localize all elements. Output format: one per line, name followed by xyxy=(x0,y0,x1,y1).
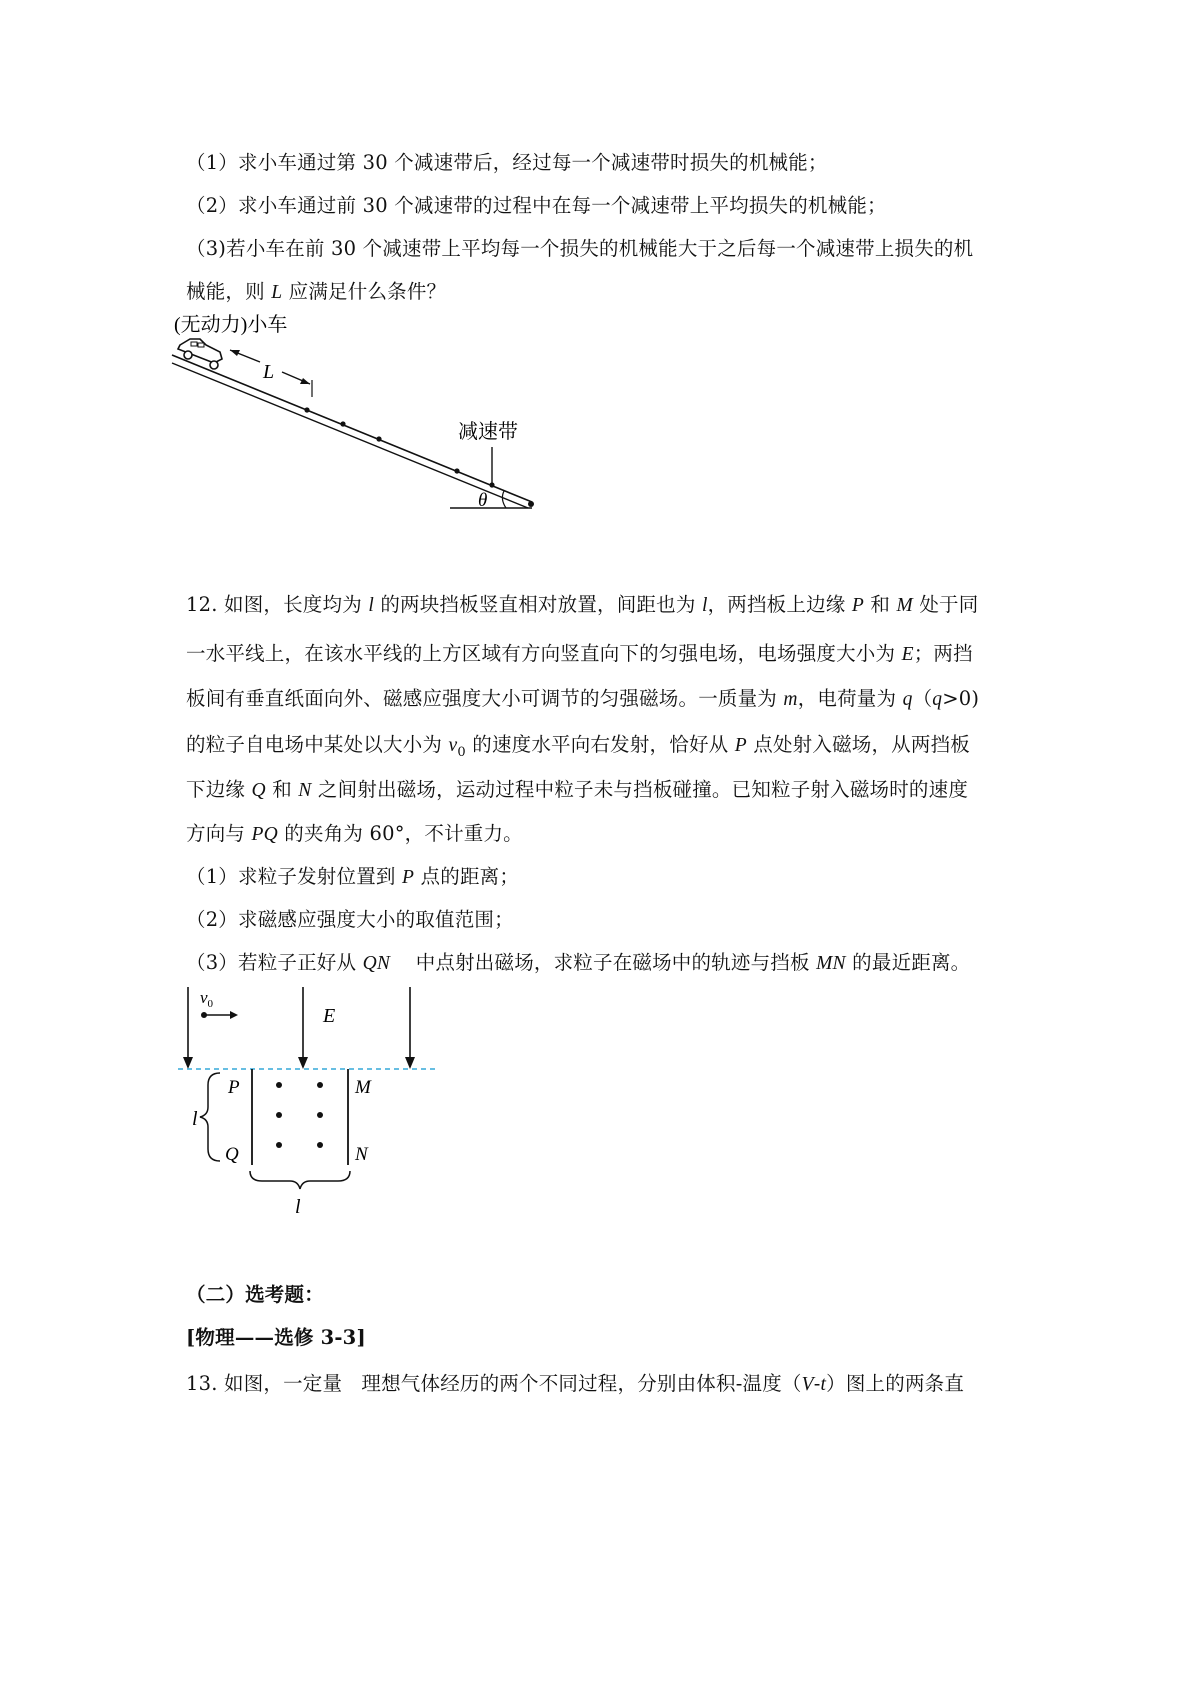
text: 板间有垂直纸面向外、磁感应强度大小可调节的匀强磁场。一质量为 xyxy=(186,687,784,710)
label-N: N xyxy=(355,1144,368,1165)
text: 应满足什么条件？ xyxy=(282,280,447,303)
var: m xyxy=(783,689,798,710)
car-label: (无动力)小车 xyxy=(174,314,288,336)
label-P: P xyxy=(228,1077,240,1098)
var: Q xyxy=(251,780,266,801)
text: 下边缘 xyxy=(186,778,252,801)
q13-line1 xyxy=(186,1368,964,1396)
q12-line6 xyxy=(186,818,523,846)
q11-sub3-line1: （3)若小车在前 30 个减速带上平均每一个损失的机械能大于之后每一个减速带上损失的机 xyxy=(186,237,974,260)
q11-sub3-line2 xyxy=(186,276,446,304)
section-title: （二）选考题： xyxy=(186,1283,324,1306)
var: l xyxy=(701,595,708,616)
label-M: M xyxy=(355,1077,371,1098)
q12-line5 xyxy=(186,774,968,802)
text: 和 xyxy=(864,593,897,616)
q12-sub3 xyxy=(186,947,970,975)
text: 一水平线上，在该水平线的上方区域有方向竖直向下的匀强电场，电场强度大小为 xyxy=(186,642,902,665)
text: （ xyxy=(912,687,933,710)
q11-sub1: （1）求小车通过第 30 个减速带后，经过每一个减速带时损失的机械能； xyxy=(186,151,828,174)
var: q xyxy=(902,689,913,710)
q12-line2 xyxy=(186,638,973,666)
text: 12. 如图，长度均为 xyxy=(186,593,369,616)
text: 点的距离； xyxy=(414,865,520,888)
var: P xyxy=(734,735,747,756)
text: >0) xyxy=(942,687,980,710)
text: （3）若粒子正好从 xyxy=(186,951,363,974)
subscript: 0 xyxy=(457,744,466,760)
text: 13. 如图，一定量 理想气体经历的两个不同过程，分别由体积-温度（ xyxy=(186,1372,802,1395)
text: 的粒子自电场中某处以大小为 xyxy=(186,733,449,756)
v0-label: $v_0$ xyxy=(200,988,214,1010)
var: V xyxy=(801,1374,814,1395)
label-l-left: l xyxy=(192,1108,198,1130)
label-Q: Q xyxy=(225,1144,239,1165)
var: P xyxy=(851,595,864,616)
text: 方向与 xyxy=(186,822,252,845)
car-icon xyxy=(178,339,222,369)
text: 的速度水平向右发射，恰好从 xyxy=(465,733,735,756)
q12-line3 xyxy=(186,683,979,711)
text: 点处射入磁场，从两挡板 xyxy=(746,733,970,756)
label-l-bottom: l xyxy=(295,1196,301,1218)
var: E xyxy=(901,644,914,665)
text: 之间射出磁场，运动过程中粒子未与挡板碰撞。已知粒子射入磁场时的速度 xyxy=(311,778,969,801)
text: ，电荷量为 xyxy=(797,687,903,710)
q12-line4 xyxy=(186,729,970,760)
text: （1）求粒子发射位置到 xyxy=(186,865,403,888)
field-figure xyxy=(178,975,478,1230)
var: v xyxy=(448,735,458,756)
q12-sub1 xyxy=(186,861,519,889)
text: ；两挡 xyxy=(913,642,973,665)
text: 械能，则 xyxy=(186,280,272,303)
text: 中点射出磁场，求粒子在磁场中的轨迹与挡板 xyxy=(390,951,817,974)
var: PQ xyxy=(251,824,278,845)
var: N xyxy=(298,780,312,801)
section-subtitle: [物理——选修 3-3] xyxy=(186,1326,366,1349)
text: 和 xyxy=(265,778,299,801)
q12-sub2: （2）求磁感应强度大小的取值范围； xyxy=(186,908,514,931)
bump-label: 减速带 xyxy=(458,421,518,443)
length-label-L: L xyxy=(263,361,275,383)
text: 的最近距离。 xyxy=(845,951,971,974)
text: ）图上的两条直 xyxy=(826,1372,965,1395)
text: ，两挡板上边缘 xyxy=(707,593,852,616)
incline-figure xyxy=(170,305,590,565)
var: P xyxy=(402,867,415,888)
text: 的两块挡板竖直相对放置，间距也为 xyxy=(373,593,702,616)
q11-sub2: （2）求小车通过前 30 个减速带的过程中在每一个减速带上平均损失的机械能； xyxy=(186,194,887,217)
var: q xyxy=(932,689,943,710)
angle-theta: θ xyxy=(478,490,488,511)
var: M xyxy=(896,595,913,616)
q12-line1 xyxy=(186,589,978,617)
text: 的夹角为 60°，不计重力。 xyxy=(277,822,523,845)
text: 处于同 xyxy=(912,593,979,616)
var: MN xyxy=(816,953,846,974)
var-L: L xyxy=(271,282,283,303)
var: t xyxy=(820,1374,827,1395)
E-label: E xyxy=(323,1005,336,1027)
var: l xyxy=(368,595,374,616)
text: - xyxy=(813,1372,821,1395)
var: QN xyxy=(362,953,391,974)
